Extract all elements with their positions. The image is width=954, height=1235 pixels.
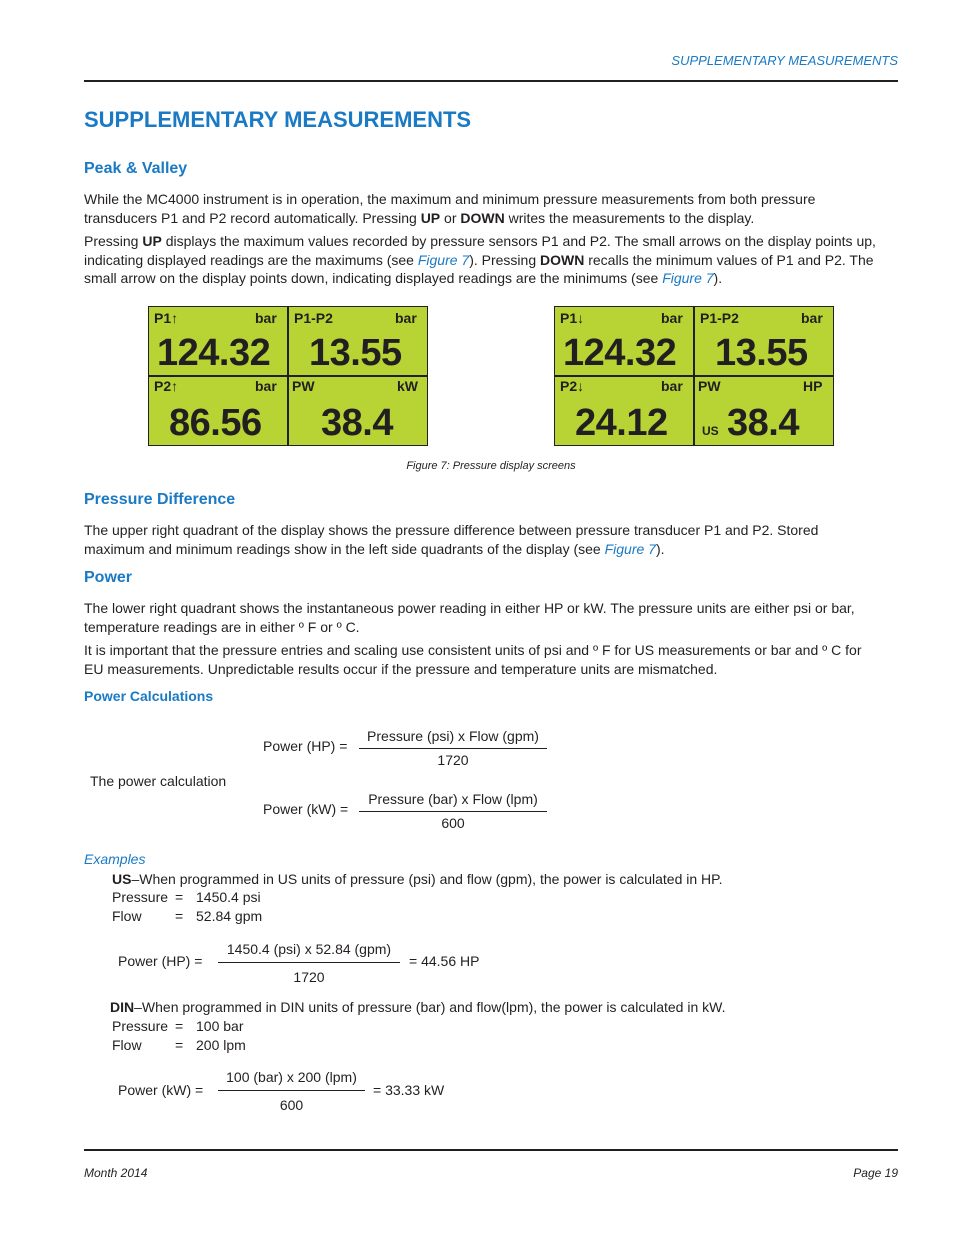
section-title: SUPPLEMENTARY MEASUREMENTS: [84, 107, 472, 132]
us-formula-denominator: 1720: [293, 969, 325, 985]
hp-formula-numerator: Pressure (psi) x Flow (gpm): [367, 728, 539, 744]
figure-7-link[interactable]: Figure 7: [662, 270, 714, 286]
hp-formula-denominator: 1720: [437, 752, 469, 768]
din-flow-value: 200 lpm: [196, 1037, 246, 1053]
power-calc-label: The power calculation: [90, 773, 227, 789]
divider: [555, 375, 833, 377]
equals-sign: =: [175, 908, 184, 924]
q1-label: P1↑: [154, 310, 179, 326]
peak-valley-paragraph-1: [84, 190, 898, 227]
us-example-description: US–When programmed in US units of pressure (psi) and flow (gpm), the power is calculated in HP.: [112, 871, 723, 887]
peak-valley-paragraph-2: [84, 232, 898, 288]
pressure-display-min: [554, 306, 834, 446]
q3-unit: bar: [661, 378, 683, 394]
us-formula-numerator: 1450.4 (psi) x 52.84 (gpm): [226, 941, 392, 957]
q1-value: 124.32: [563, 332, 677, 374]
q4-unit: kW: [397, 378, 418, 394]
q1-label: P1↓: [560, 310, 585, 326]
q3-label: P2↑: [154, 378, 179, 394]
q1-value: 124.32: [157, 332, 271, 374]
din-formula-denominator: 600: [279, 1097, 304, 1113]
q3-value: 24.12: [575, 402, 668, 444]
q2-value: 13.55: [309, 332, 402, 374]
paragraph-line: Pressing UP displays the maximum values recorded by pressure sensors P1 and P2. The small arrows on the display points up,: [84, 233, 876, 249]
q2-label: P1-P2: [294, 310, 333, 326]
figure-7-link[interactable]: Figure 7: [604, 540, 656, 557]
divider: [149, 375, 427, 377]
paragraph-line: It is important that the pressure entries and scaling use consistent units of psi and º F for US measurements or bar and º C for: [84, 642, 862, 658]
page-number: Page 19: [853, 1166, 898, 1180]
paragraph-line: maximum and minimum readings show in the left side quadrants of the display (see Figure 7).: [84, 540, 665, 557]
q4-value: 38.4: [321, 402, 393, 444]
kw-formula-numerator: Pressure (bar) x Flow (lpm): [368, 791, 538, 807]
q4-prefix: US: [702, 424, 719, 438]
equals-sign: =: [175, 1018, 184, 1034]
running-head: SUPPLEMENTARY MEASUREMENTS: [671, 53, 898, 68]
din-formula-result: = 33.33 kW: [373, 1082, 445, 1098]
power-heading: Power: [84, 569, 133, 586]
figure-7-link[interactable]: Figure 7: [417, 251, 470, 268]
power-paragraph-1: [84, 599, 898, 636]
q4-unit: HP: [803, 378, 823, 394]
footer-rule: [84, 1149, 898, 1151]
din-pressure-value: 100 bar: [196, 1018, 244, 1034]
paragraph-line: The upper right quadrant of the display shows the pressure difference between pressure transducer P1 and P2. Stored: [84, 522, 819, 538]
equals-sign: =: [175, 889, 184, 905]
q1-unit: bar: [661, 310, 683, 326]
paragraph-line: small arrow on the display points down, indicating displayed readings are the minimums (see Figure 7).: [84, 270, 723, 286]
equals-sign: =: [175, 1037, 184, 1053]
q2-unit: bar: [395, 310, 417, 326]
footer-date: Month 2014: [84, 1166, 148, 1180]
din-formula-numerator: 100 (bar) x 200 (lpm): [226, 1069, 357, 1085]
us-flow-value: 52.84 gpm: [196, 908, 263, 924]
us-formula-result: = 44.56 HP: [409, 953, 480, 969]
din-example-description: DIN–When programmed in DIN units of pressure (bar) and flow(lpm), the power is calculated in kW.: [110, 999, 726, 1015]
paragraph-line: EU measurements. Unpredictable results occur if the pressure and temperature units are mismatched.: [84, 660, 718, 677]
figure-caption: Figure 7: Pressure display screens: [406, 460, 576, 472]
power-calculations-heading: Power Calculations: [84, 688, 214, 704]
din-flow-label: Flow: [112, 1037, 142, 1053]
fraction-bar: [359, 748, 547, 749]
din-pressure-label: Pressure: [112, 1018, 169, 1034]
q4-label: PW: [292, 378, 315, 394]
kw-formula-denominator: 600: [441, 815, 465, 831]
paragraph-line: temperature readings are in either º F or º C.: [84, 618, 360, 635]
q4-value: 38.4: [727, 402, 799, 444]
q2-unit: bar: [801, 310, 823, 326]
us-flow-label: Flow: [112, 908, 142, 924]
fraction-bar: [218, 1090, 365, 1091]
q1-unit: bar: [255, 310, 277, 326]
us-pressure-label: Pressure: [112, 889, 169, 905]
din-formula-lhs: Power (kW) =: [118, 1082, 204, 1098]
fraction-bar: [218, 962, 400, 963]
header-rule: [84, 80, 898, 82]
q2-value: 13.55: [715, 332, 808, 374]
q3-label: P2↓: [560, 378, 585, 394]
us-pressure-value: 1450.4 psi: [196, 889, 261, 905]
paragraph-line: The lower right quadrant shows the instantaneous power reading in either HP or kW. The pressure units are either psi or bar,: [84, 600, 855, 616]
fraction-bar: [359, 811, 547, 812]
q3-unit: bar: [255, 378, 277, 394]
pressure-difference-heading: Pressure Difference: [84, 491, 236, 508]
paragraph-line: While the MC4000 instrument is in operation, the maximum and minimum pressure measurements from both pressure: [84, 191, 816, 207]
paragraph-line: indicating displayed readings are the maximums (see Figure 7). Pressing DOWN recalls the minimum values of P1 and P2. The: [84, 251, 874, 268]
paragraph-line: transducers P1 and P2 record automatically. Pressing UP or DOWN writes the measurements to the display.: [84, 209, 755, 226]
q3-value: 86.56: [169, 402, 262, 444]
q4-label: PW: [698, 378, 721, 394]
us-formula-lhs: Power (HP) =: [118, 953, 203, 969]
power-paragraph-2: [84, 641, 898, 678]
kw-formula-lhs: Power (kW) =: [263, 801, 349, 817]
pressure-display-max: [148, 306, 428, 446]
pressure-difference-paragraph: [84, 521, 898, 558]
q2-label: P1-P2: [700, 310, 739, 326]
examples-heading: Examples: [84, 851, 146, 867]
peak-valley-heading: Peak & Valley: [84, 160, 188, 177]
hp-formula-lhs: Power (HP) =: [263, 738, 348, 754]
